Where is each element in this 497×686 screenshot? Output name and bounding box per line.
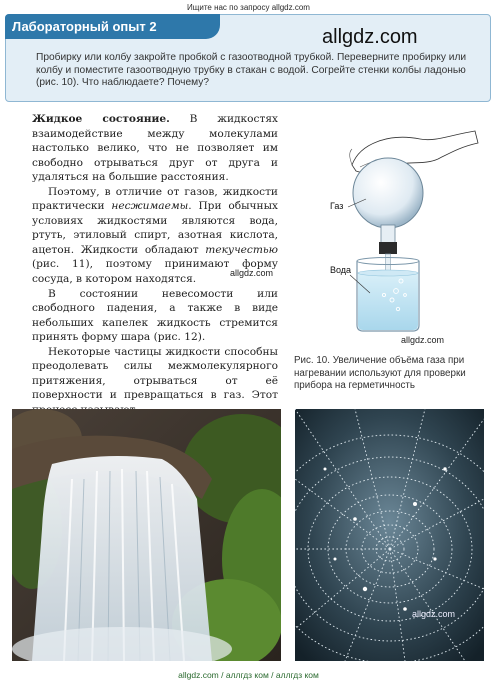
label-water: Вода bbox=[330, 265, 352, 275]
term-liquid-state: Жидкое состояние. bbox=[32, 113, 170, 125]
term-incompressible: несжимаемы bbox=[111, 200, 189, 213]
rubber-stopper bbox=[379, 242, 397, 254]
spiderweb-dew-photo bbox=[295, 409, 484, 661]
paragraph-1-text: В жидкостях взаимодействие между молекулами настолько велико, что не позволяет им свободно отрываться друг от друга и удаляться на большие расстояния. bbox=[32, 113, 278, 184]
flask-neck bbox=[381, 225, 395, 243]
paragraph-2-part-c: (рис. 11), поэтому принимают форму сосуда, в котором находятся. bbox=[32, 258, 278, 286]
paragraph-evaporation: Некоторые частицы жидкости способны преодолевать силы межмолекулярного притяжения, отрываться от её поверхности и превращаться в газ. Этот bbox=[32, 345, 278, 402]
top-watermark: Ищите нас по запросу allgdz.com bbox=[187, 3, 310, 12]
article-text bbox=[32, 112, 278, 417]
figure-10-caption: Рис. 10. Увеличение объёма газа при нагревании используют для проверки прибора на герметичность bbox=[294, 355, 466, 391]
photo-watermark: allgdz.com bbox=[412, 609, 456, 619]
diagram-watermark: allgdz.com bbox=[401, 335, 445, 345]
waterfall-photo bbox=[12, 409, 281, 661]
paragraph-weightlessness: В состоянии невесомости или свободного падения, а также в виде небольших капелек жидкость стремится принять форму шара (рис. 12). bbox=[32, 287, 278, 344]
lab-title: Лабораторный опыт 2 bbox=[12, 19, 157, 34]
paragraph-2-part-b: . При обычных условиях жидкостями являются вода, ртуть, этиловый спирт, азотная кислота, ацетон. Жидкости обладают bbox=[32, 200, 278, 256]
paragraph-liquid-state bbox=[32, 112, 278, 185]
header-watermark: allgdz.com bbox=[322, 26, 418, 48]
label-gas: Газ bbox=[330, 201, 344, 211]
bottom-watermark: allgdz.com / аллгдз ком / аллгдз ком bbox=[178, 670, 319, 680]
body-watermark: allgdz.com bbox=[230, 268, 274, 278]
water bbox=[358, 273, 418, 330]
flask-experiment-diagram bbox=[300, 125, 480, 350]
flask-bulb bbox=[353, 158, 423, 228]
term-fluidity: текучестью bbox=[205, 243, 278, 256]
paragraph-2-part-a: Поэтому, в отличие от газов, жидкости практически bbox=[32, 185, 278, 213]
lab-instructions: Пробирку или колбу закройте пробкой с газоотводной трубкой. Переверните пробирку или колбу и поместите газоотводную трубку в стакан с водой. Согрейте стенки колбы ладонью (рис. 10). Что наблюдаете? Почему? bbox=[36, 52, 467, 89]
